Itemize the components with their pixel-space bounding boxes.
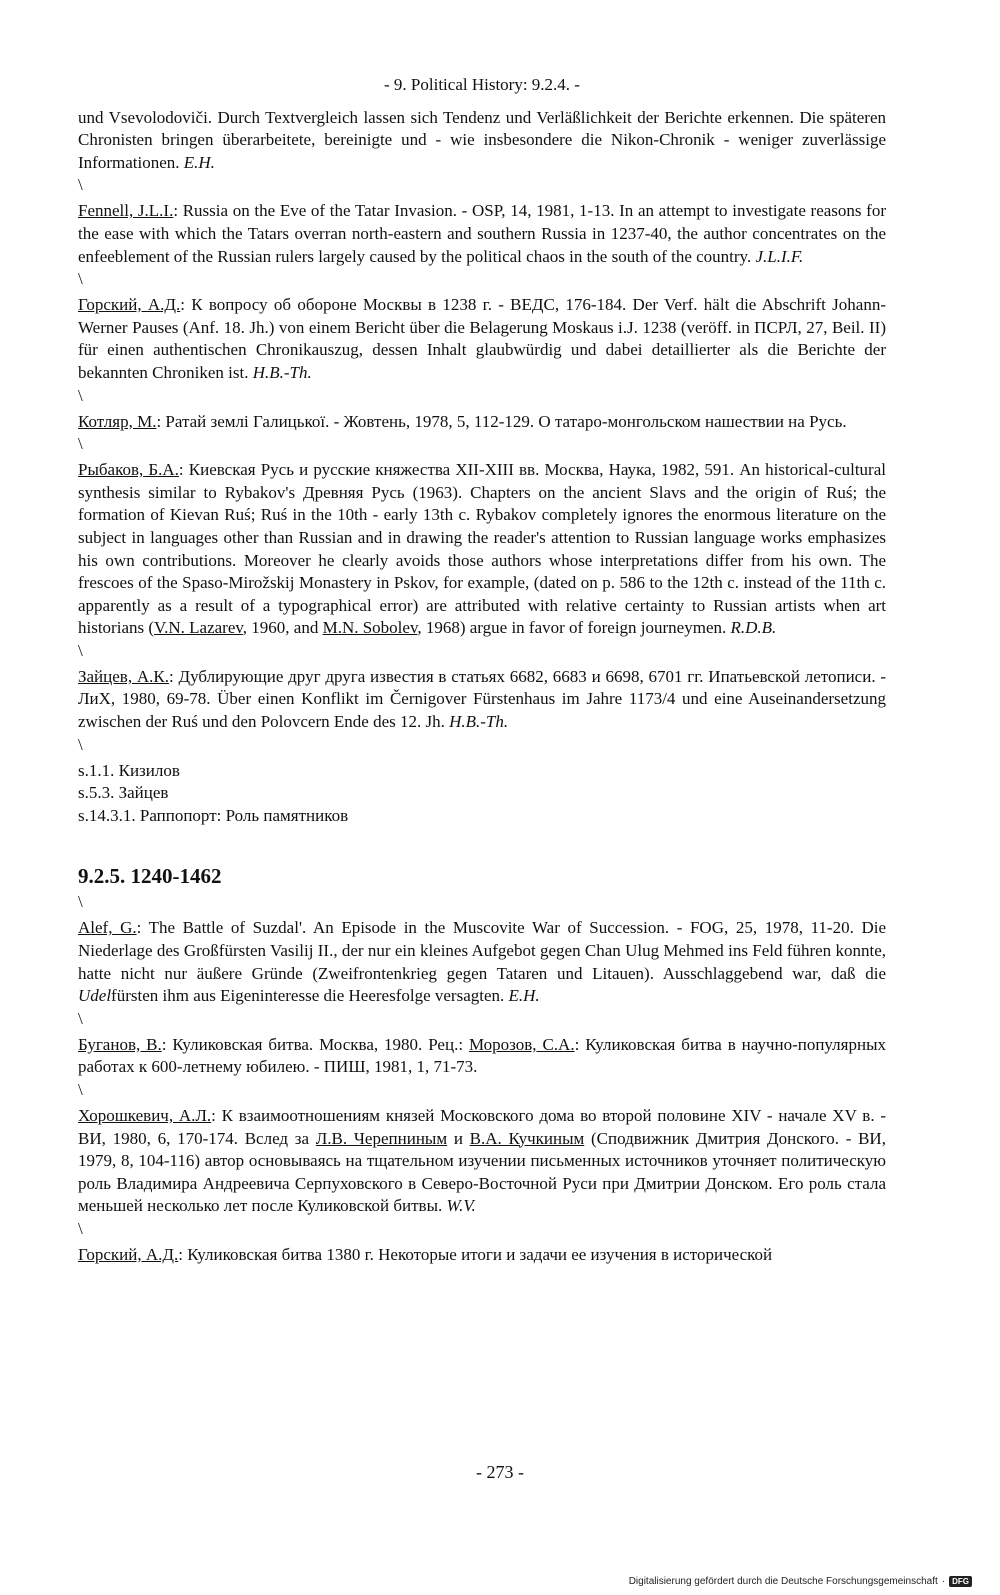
entry-text: : Киевская Русь и русские княжества XII-XIII вв. Москва, Наука, 1982, 591. An historical-cultural synthesis similar to Rybakov's Древняя Русь (1963). Chapters on the ancient Slavs and the origin of Ruś; the formation of Kievan Ruś; Ruś in the 10th - early 13th c. Rybakov completely ignores the enormous literature on the subject in languages other than Russian and in drawing the reader's attention to Russian language works emphasizes his own contributions. Moreover he clearly avoids those authors whose interpretations differ from his own. The frescoes of the Spaso-Mirožskij Monastery in Pskov, for example, (dated on p. 586 to the 12th c. instead of the 11th c. apparently as a result of a typographical error) are attributed with relative certainty to Russian artists when art historians ( <box>78 460 886 638</box>
entry-text: , 1960, and <box>242 618 323 638</box>
entry-text: и <box>447 1128 470 1148</box>
separator-mark: \ <box>78 1218 83 1238</box>
separator-mark: \ <box>78 1008 83 1028</box>
bibliography-entry-cont <box>78 107 886 175</box>
cross-reference: s.14.3.1. Раппопорт: Роль памятников <box>78 805 349 825</box>
dfg-logo: DFG <box>949 1576 972 1587</box>
author-name: Fennell, J.L.I. <box>78 201 174 221</box>
section-heading: 9.2.5. 1240-1462 <box>78 864 222 889</box>
reviewer-initials: H.B.-Th. <box>252 362 312 382</box>
bibliography-entry-fennell <box>78 200 886 268</box>
separator-mark: \ <box>78 1080 83 1099</box>
reviewer-initials: Udel <box>78 986 112 1006</box>
entry-text: , 1968) argue in favor of foreign journeymen. <box>417 618 731 638</box>
entry-text: : Куликовская битва. Москва, 1980. Рец.: <box>161 1034 469 1054</box>
author-name: Морозов, С.А. <box>468 1034 575 1054</box>
entry-text: : К вопросу об обороне Москвы в 1238 г. - ВЕДС, 176-184. Der Verf. hält die Abschrift Johann-Werner Pauses (Anf. 18. Jh.) von einem Bericht über die Belagerung Moskaus i.J. 1238 (veröff. in ПСРЛ, 27, Beil. II) für einen authentischen Chronikauszug, dessen Inhalt glaubwürdig und dabei detaillierter als die Berichte der bekannten Chroniken ist. <box>78 295 886 382</box>
entry-text: : Ратай землі Галицької. - Жовтень, 1978, 5, 112-129. О татаро-монгольском нашествии на Русь. <box>156 411 847 431</box>
author-name: Л.В. Черепниным <box>315 1128 448 1148</box>
entry-text: : Дублирующие друг друга известия в статьях 6682, 6683 и 6698, 6701 гг. Ипатьевской летописи. - ЛиХ, 1980, 69-78. Über einen Konflikt im Černigover Fürstenhaus im Jahre 1173/4 und eine Auseinandersetzung zwischen der Ruś und den Polovcern Ende des 12. Jh. <box>78 666 887 732</box>
reviewer-initials: E.H. <box>508 986 540 1006</box>
bibliography-entry-kotljar <box>78 411 886 434</box>
running-head: - 9. Political History: 9.2.4. - <box>384 75 580 94</box>
bibliography-entry-choroskevic <box>78 1105 886 1218</box>
author-name: Зайцев, А.К. <box>78 666 169 686</box>
author-name: M.N. Sobolev <box>322 618 418 638</box>
reviewer-initials: E.H. <box>183 152 215 172</box>
section-9-2-4-entries <box>78 107 886 756</box>
bibliography-entry-zajcev <box>78 666 886 734</box>
separator-mark: \ <box>78 734 83 754</box>
bibliography-entry-gorskij2 <box>78 1244 886 1267</box>
entry-text: fürsten ihm aus Eigeninteresse die Heeresfolge versagten. <box>111 986 509 1006</box>
cross-reference: s.5.3. Зайцев <box>78 783 169 803</box>
separator-mark: \ <box>78 175 83 195</box>
separator-mark: \ <box>78 269 83 289</box>
cross-references <box>78 760 886 828</box>
entry-text: : К взаимоотношениям князей Московского дома во второй половине XIV - начале XV в. - ВИ, 1980, 6, 170-174. Вслед за <box>78 1106 886 1148</box>
bibliography-entry-alef <box>78 917 886 1007</box>
entry-text: : Куликовская битва в научно-популярных работах к 600-летнему юбилею. - ПИШ, 1981, 1, 71-73. <box>78 1034 887 1077</box>
page-number: - 273 - <box>476 1462 524 1482</box>
author-name: Буганов, В. <box>78 1034 162 1054</box>
document-page <box>78 74 886 1267</box>
author-name: Хорошкевич, А.Л. <box>78 1106 212 1125</box>
author-name: V.N. Lazarev <box>154 618 243 638</box>
footer-credit: Digitalisierung gefördert durch die Deutsche Forschungsgemeinschaft · DFG <box>629 1576 972 1587</box>
section-9-2-5-entries <box>78 917 886 1266</box>
author-name: Горский, А.Д. <box>78 295 181 315</box>
separator-mark: \ <box>78 640 83 660</box>
author-name: Рыбаков, Б.А. <box>78 460 179 480</box>
entry-text: : Куликовская битва 1380 г. Некоторые итоги и задачи ее изучения в исторической <box>178 1244 773 1264</box>
separator-mark: \ <box>78 892 83 912</box>
entry-text: : The Battle of Suzdal'. An Episode in the Muscovite War of Succession. - FOG, 25, 1978, 11-20. Die Niederlage des Großfürsten Vasilij II., der nur ein kleines Aufgebot gegen Chan Ulug Mehmed ins Feld führen konnte, hatte nicht nur äußere Gründe (Zweifrontenkrieg gegen Tataren und Litauen). Ausschlaggebend war, daß die <box>78 918 887 983</box>
bibliography-entry-gorskij1 <box>78 294 886 384</box>
reviewer-initials: H.B.-Th. <box>449 712 509 732</box>
reviewer-initials: J.L.I.F. <box>755 246 804 266</box>
entry-text: : Russia on the Eve of the Tatar Invasion. - OSP, 14, 1981, 1-13. In an attempt to investigate reasons for the ease with which the Tatars overran north-eastern and southern Russia in 1237-40, the author concentrates on the enfeeblement of the Russian rulers largely caused by the political chaos in the south of the country. <box>78 201 886 266</box>
separator-mark: \ <box>78 385 83 405</box>
author-name: Котляр, М. <box>78 411 157 431</box>
footer-credit-text: Digitalisierung gefördert durch die Deutsche Forschungsgemeinschaft <box>628 1576 938 1587</box>
entry-text: (Сподвижник Дмитрия Донского. - ВИ, 1979, 8, 104-116) автор основываясь на тщательном изучении письменных источников уточняет политическую роль Владимира Андреевича Серпуховского в Северо-Восточной Руси при Дмитрии Донском. Его роль стала меньшей несколько лет после Куликовской битвы. <box>78 1128 886 1216</box>
bibliography-entry-buganov <box>78 1034 886 1079</box>
reviewer-initials: W.V. <box>446 1196 476 1216</box>
cross-reference: s.1.1. Кизилов <box>78 760 180 780</box>
entry-text: und Vsevolodoviči. Durch Textvergleich lassen sich Tendenz und Verläßlichkeit der Berichte erkennen. Die späteren Chronisten bringen überarbeitete, bereinigte und - wie insbesondere die Nikon-Chronik - weniger zuverlässige Informationen. <box>78 107 886 172</box>
author-name: В.А. Кучкиным <box>469 1128 585 1148</box>
author-name: Alef, G. <box>78 918 137 938</box>
reviewer-initials: R.D.B. <box>730 618 777 638</box>
separator-mark: \ <box>78 434 83 454</box>
bibliography-entry-rybakov <box>78 459 886 640</box>
author-name: Горский, А.Д. <box>78 1244 179 1264</box>
